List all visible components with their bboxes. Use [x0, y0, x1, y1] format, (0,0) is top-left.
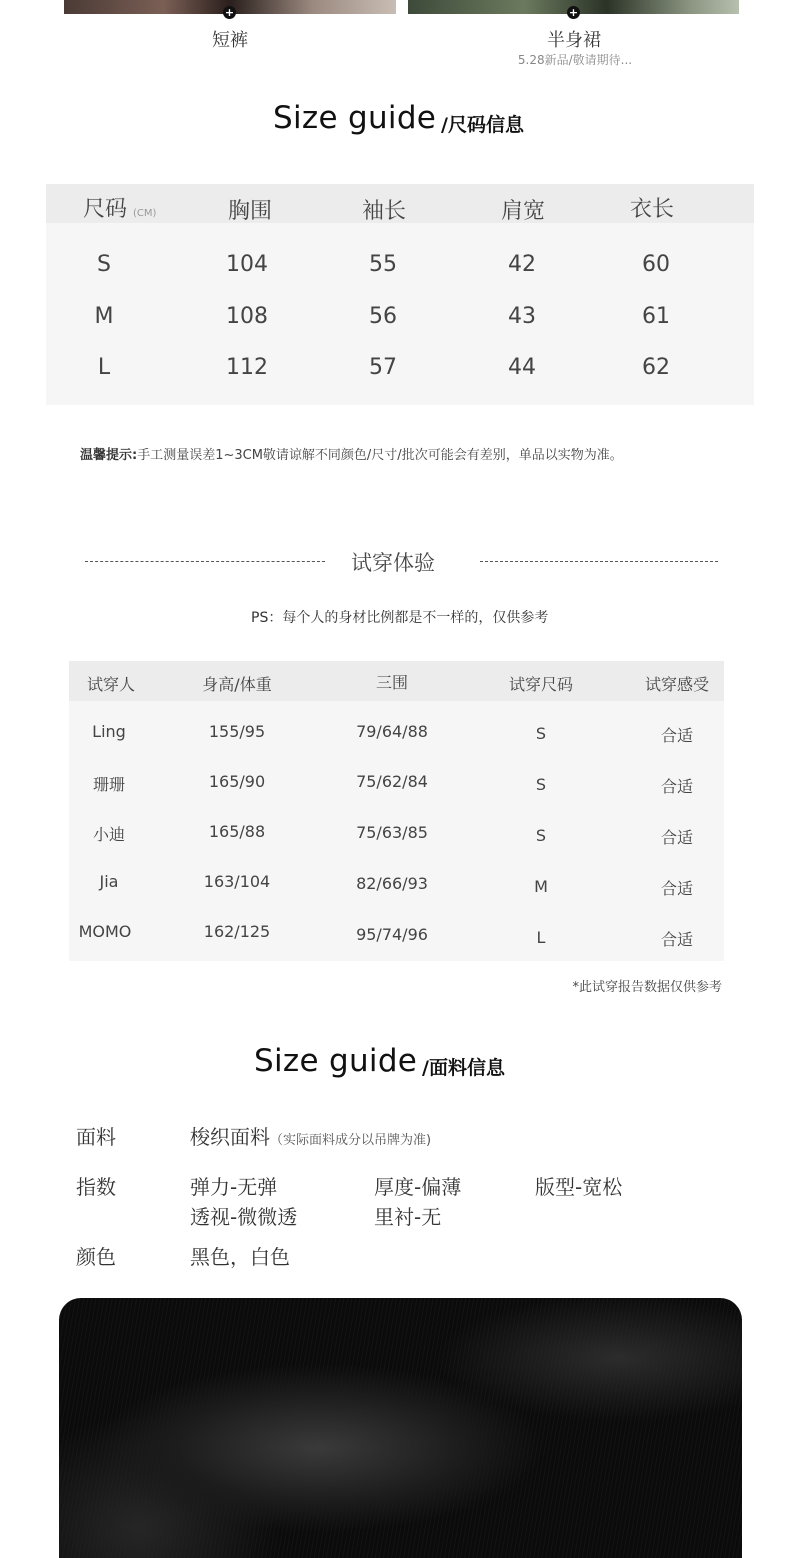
index-lining: 里衬-无 [374, 1205, 442, 1229]
try-cell: 163/104 [203, 872, 271, 891]
try-on-title: 试穿体验 [351, 551, 435, 575]
try-header-size: 试穿尺码 [508, 675, 573, 694]
try-cell: 79/64/88 [356, 722, 428, 741]
try-on-ps: PS：每个人的身材比例都是不一样的，仅供参考 [251, 610, 549, 626]
size-header-chest: 胸围 [228, 199, 273, 224]
index-fit: 版型-宽松 [535, 1175, 623, 1199]
try-cell: 合适 [660, 930, 693, 949]
size-cell: 60 [642, 252, 670, 277]
try-header-height-weight: 身高/体重 [202, 675, 272, 694]
fabric-closeup-photo [59, 1298, 742, 1558]
try-cell: 82/66/93 [356, 874, 428, 893]
try-cell: S [535, 724, 547, 743]
try-cell: 95/74/96 [356, 925, 428, 944]
size-cell: 104 [226, 252, 268, 277]
try-cell: 165/88 [208, 822, 266, 841]
try-cell: 合适 [660, 726, 693, 745]
color-label: 颜色 [76, 1245, 116, 1269]
try-on-table [69, 661, 724, 961]
color-value: 黑色，白色 [190, 1245, 290, 1269]
size-cell: 55 [369, 252, 397, 277]
index-label: 指数 [76, 1175, 116, 1199]
fabric-label: 面料 [76, 1125, 116, 1149]
dashed-divider [85, 561, 325, 562]
try-cell: S [535, 775, 547, 794]
size-cell: 44 [508, 355, 536, 380]
size-guide-subtitle: /尺码信息 [441, 114, 524, 136]
try-on-note: *此试穿报告数据仅供参考 [572, 980, 722, 995]
measurement-tip [80, 444, 623, 463]
size-header-shoulder: 肩宽 [501, 199, 546, 224]
try-cell: 合适 [660, 879, 693, 898]
try-cell: 合适 [660, 828, 693, 847]
size-cell: L [97, 355, 111, 380]
try-cell: MOMO [78, 922, 132, 941]
size-cell: 61 [642, 304, 670, 329]
size-guide-title: Size guide [273, 100, 437, 136]
size-cell: M [94, 304, 114, 329]
tip-label: 温馨提示: [80, 448, 138, 463]
try-cell: 珊珊 [92, 775, 125, 794]
try-cell: 155/95 [208, 722, 266, 741]
dashed-divider [480, 561, 718, 562]
try-header-measurements: 三围 [375, 673, 408, 692]
unit-label: (CM) [133, 208, 157, 219]
try-cell: 75/63/85 [356, 823, 428, 842]
try-cell: S [535, 826, 547, 845]
try-cell: 165/90 [208, 772, 266, 791]
fabric-value: 梭织面料（实际面料成分以吊牌为准) [190, 1125, 432, 1149]
try-cell: 合适 [660, 777, 693, 796]
size-cell: 57 [369, 355, 397, 380]
fabric-note: （实际面料成分以吊牌为准) [270, 1133, 432, 1148]
plus-icon: + [568, 6, 579, 19]
skirt-label[interactable]: 半身裙 [547, 30, 601, 51]
plus-icon: + [224, 6, 235, 19]
size-header-length: 衣长 [630, 197, 675, 222]
size-cell: 62 [642, 355, 670, 380]
size-cell: 112 [226, 355, 268, 380]
try-cell: Jia [99, 872, 119, 891]
try-cell: 小迪 [92, 825, 125, 844]
try-cell: Ling [92, 722, 126, 741]
size-cell: 43 [508, 304, 536, 329]
size-cell: 42 [508, 252, 536, 277]
try-cell: 75/62/84 [356, 772, 428, 791]
size-header-size: 尺码 (CM) [83, 197, 157, 222]
index-sheerness: 透视-微微透 [190, 1205, 298, 1229]
fabric-guide-title: Size guide [254, 1043, 418, 1079]
size-cell: 108 [226, 304, 268, 329]
size-cell: S [97, 252, 111, 277]
try-cell: L [536, 928, 546, 947]
skirt-coming-soon: 5.28新品/敬请期待... [517, 53, 633, 67]
try-cell: 162/125 [203, 922, 271, 941]
size-cell: 56 [369, 304, 397, 329]
try-header-person: 试穿人 [86, 675, 135, 694]
size-header-sleeve: 袖长 [362, 199, 407, 224]
tip-text: 手工测量误差1~3CM敬请谅解不同颜色/尺寸/批次可能会有差别，单品以实物为准。 [137, 448, 623, 463]
index-thickness: 厚度-偏薄 [374, 1175, 462, 1199]
shorts-label[interactable]: 短裤 [212, 30, 248, 51]
try-cell: M [534, 877, 548, 896]
size-table [46, 184, 754, 405]
fabric-guide-subtitle: /面料信息 [422, 1057, 505, 1079]
index-elasticity: 弹力-无弹 [190, 1175, 278, 1199]
try-header-feel: 试穿感受 [644, 675, 709, 694]
